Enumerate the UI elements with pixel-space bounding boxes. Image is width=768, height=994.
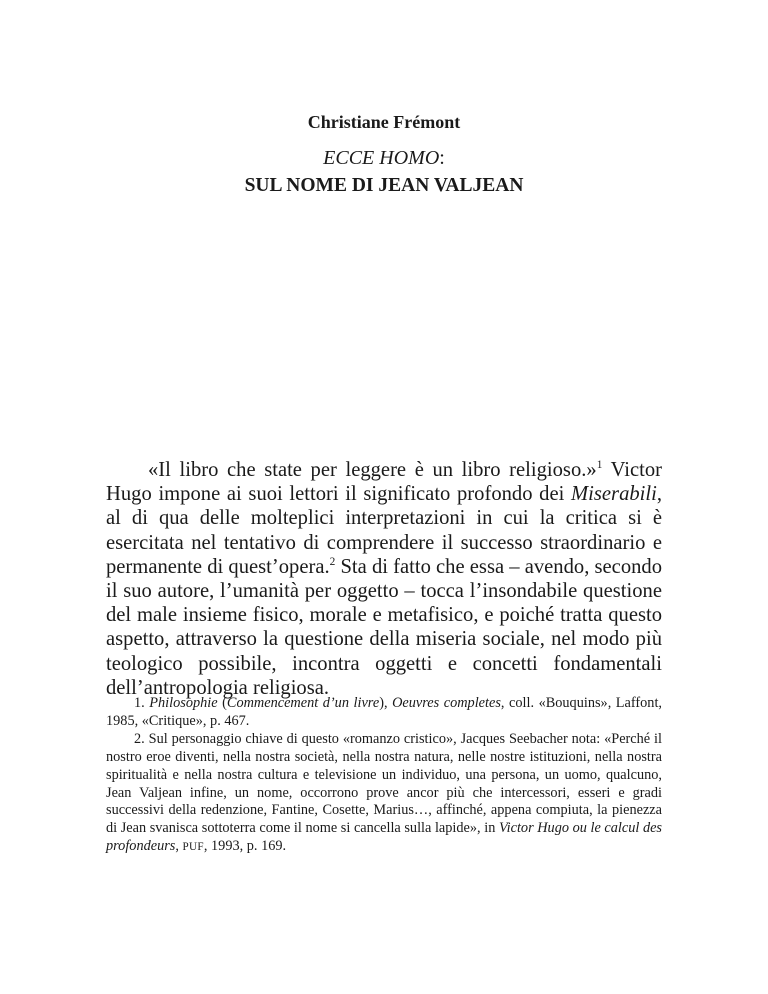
footnote-2 xyxy=(106,731,662,857)
body-text-segment: Victor Hugo impone ai suoi lettori il significato profondo dei xyxy=(106,459,662,506)
quote-text: «Il libro che state per leggere è un libro religioso.» xyxy=(148,459,597,481)
publisher-smallcaps: PUF xyxy=(182,841,204,854)
essay-title xyxy=(0,147,768,170)
footnote-1 xyxy=(106,695,662,731)
title-colon: : xyxy=(439,147,445,169)
author-name: Christiane Frémont xyxy=(307,112,461,132)
title-italic: ECCE HOMO xyxy=(323,147,440,169)
footnote-title: Commencement d’un livre xyxy=(226,695,380,711)
footnotes xyxy=(106,695,662,857)
footnote-text: , xyxy=(175,838,183,855)
body-paragraph xyxy=(106,458,662,700)
footnote-number: 2. xyxy=(134,730,145,747)
footnote-ref-1: 1 xyxy=(596,459,603,472)
body-text xyxy=(106,458,662,700)
footnote-text: , coll. «Bouquins», Laffont, 1985, «Critique», p. 467. xyxy=(106,695,662,729)
footnote-number: 1. xyxy=(134,695,145,711)
footnote-text: , 1993, p. 169. xyxy=(203,838,287,855)
footnote-text: ( xyxy=(217,695,227,711)
essay-subtitle: SUL NOME DI JEAN VALJEAN xyxy=(244,175,524,196)
footnote-text: ), xyxy=(379,695,393,711)
footnote-title: Philosophie xyxy=(149,695,218,711)
footnote-ref-2: 2 xyxy=(329,555,336,568)
footnote-text: Sul personaggio chiave di questo «romanzo cristico», Jacques Seebacher nota: «Perché il nostro eroe diventi, nella nostra società, nella nostra natura, nelle nostre istituzioni, nella nostra spiritualità e nella nostra cultura e televisione un individuo, una persona, un uomo, qualcuno, Jean Valjean infine, un nome, occorrono prove ancor più che intercessori, esseri e gradi successivi della redenzione, Fantine, Cosette, Marius…, affinché, appena compiuta, la pienezza di Jean svanisca sottoterra come il nome si cancella sulla lapide», in xyxy=(106,730,662,837)
book-title-miserabili: Miserabili xyxy=(571,483,657,506)
footnote-title: Oeuvres completes xyxy=(392,695,501,711)
body-text-segment: Sta di fatto che essa – avendo, secondo il suo autore, l’umanità per oggetto – tocca l’insondabile questione del male insieme fisico, morale e metafisico, e poiché tratta questo aspetto, attraverso la questione della miseria sociale, nel modo più teologico possibile, incontra oggetti e concetti fondamentali dell’antropologia religiosa. xyxy=(106,555,663,699)
footnote-title: Victor Hugo ou le calcul des profondeurs xyxy=(106,820,662,855)
body-text-segment: , al di qua delle molteplici interpretazioni in cui la critica si è esercitata nel tentativo di comprendere il successo straordinario e permanente di quest’opera. xyxy=(106,483,662,578)
